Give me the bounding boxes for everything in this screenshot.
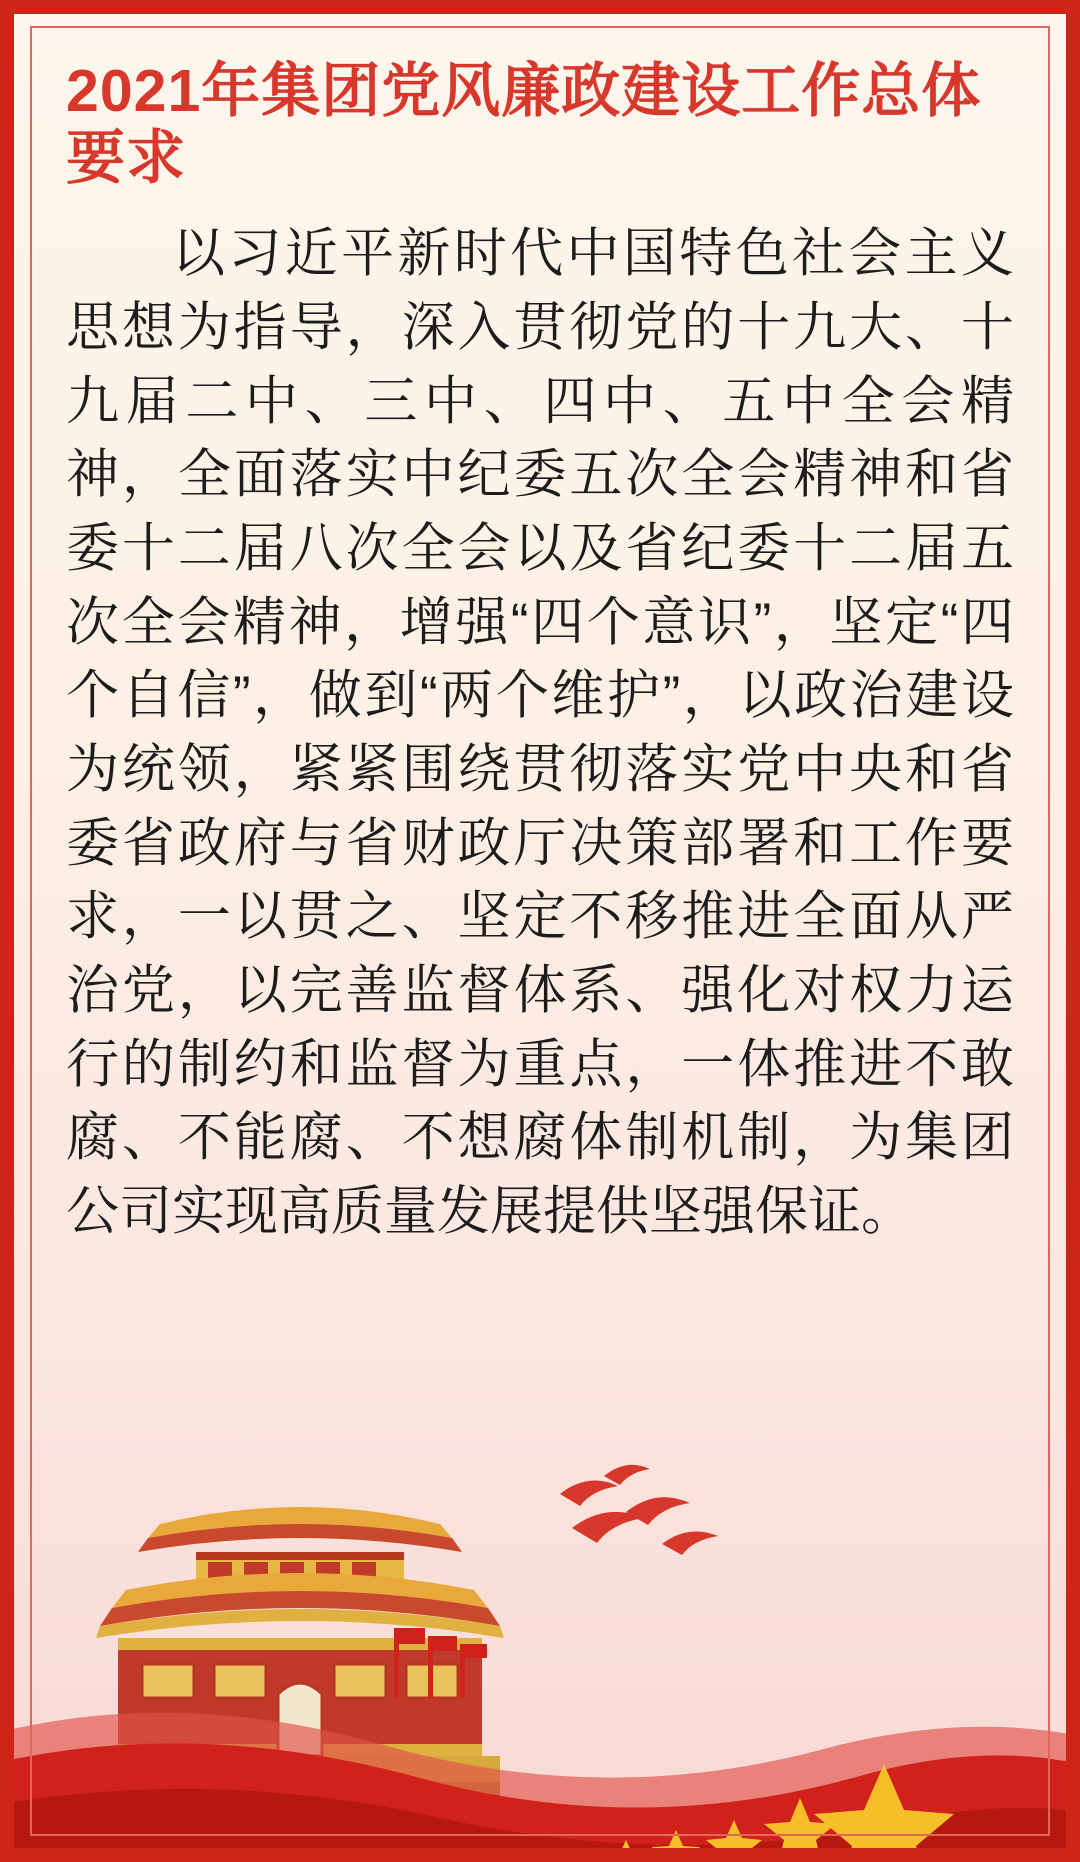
poster-body-text: 以习近平新时代中国特色社会主义思想为指导，深入贯彻党的十九大、十九届二中、三中、四中、五中全会精神，全面落实中纪委五次全会精神和省委十二届八次全会以及省纪委十二届五次全会精神，增强“四个意识”，坚定“四个自信”，做到“两个维护”，以政治建设为统领，紧紧围绕贯彻落实党中央和省委省政府与省财政厅决策部署和工作要求，一以贯之、坚定不移推进全面从严治党，以完善监督体系、强化对权力运行的制约和监督为重点，一体推进不敢腐、不能腐、不想腐体制机制，为集团公司实现高质量发展提供坚强保证。 — [66, 224, 1014, 1241]
doves-icon — [560, 1465, 718, 1555]
poster-bottom-illustration — [0, 1432, 1080, 1862]
page-title: 2021年集团党风廉政建设工作总体要求 — [66, 58, 982, 191]
